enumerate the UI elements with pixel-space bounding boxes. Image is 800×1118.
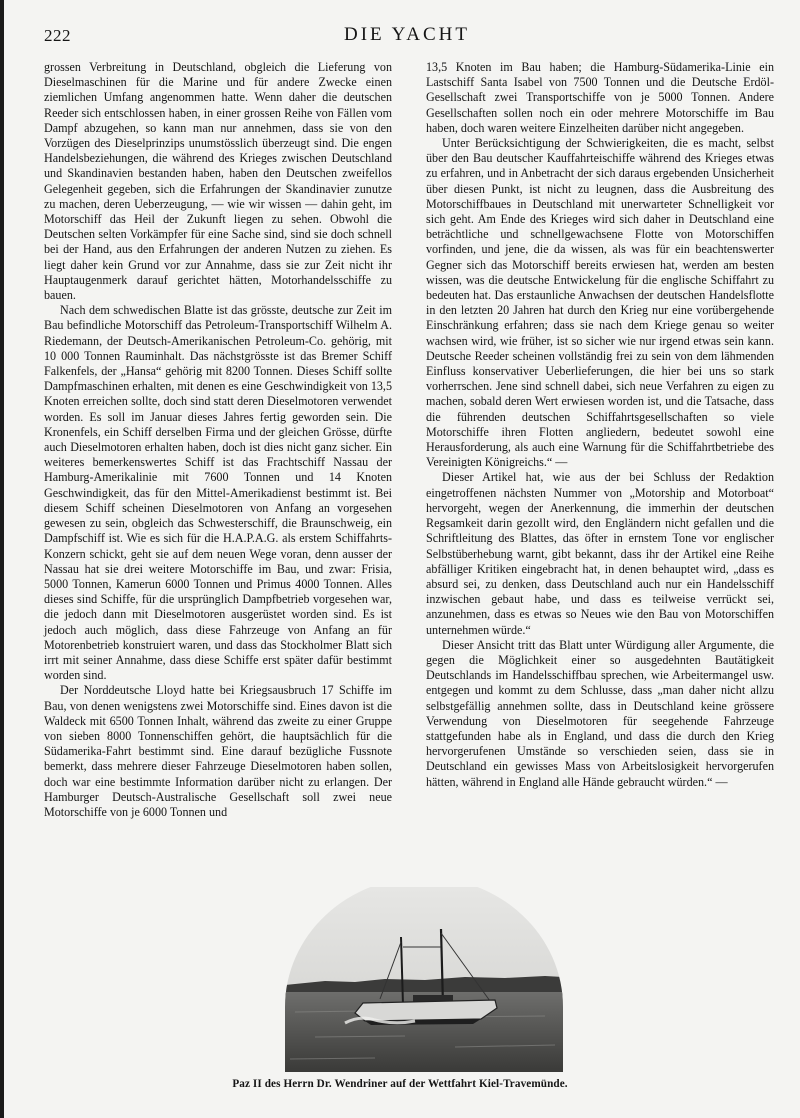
paragraph: Dieser Artikel hat, wie aus der bei Schluss der Redaktion eingetroffenen nächsten Nummer von „Motorship and Motorboat“ hervorgeht, wegen der Anerkennung, die immerhin der deutschen Regsamkeit darin gezollt wird, den Engländern nicht gefallen und die Schriftleitung des Blattes, das öfter in ernstem Tone vor englischer Selbstüberhebung warnt, gibt bekannt, dass ihr der Artikel eine Reihe abfälliger Kritiken eingebracht hat, in denen behauptet wird, „dass es absurd sei, zu denken, dass Deutschland auch nur ein Handelsschiff inzwischen gebaut habe, und dass es teilweise verrückt sei, anzunehmen, dass es etwas so Neues wie den Bau von Motorschiffen unternehmen würde.“ — [426, 470, 774, 637]
paragraph: Nach dem schwedischen Blatte ist das grösste, deutsche zur Zeit im Bau befindliche Motorschiff das Petroleum-Transportschiff Wilhelm A. Riedemann, der Deutsch-Amerikanischen Petroleum-Co. gehörig, mit 10 000 Tonnen Rauminhalt. Das nächstgrösste ist das Bremer Schiff Falkenfels, der „Hansa“ gehörig mit 8200 Tonnen. Dieses Schiff sollte Dampfmaschinen erhalten, mit denen es eine Geschwindigkeit von 13,5 Knoten erreichen sollte, doch sind statt deren Dieselmotoren verwendet worden. Es soll im Januar dieses Jahres fertig geworden sein. Die Kronenfels, ein Schiff derselben Firma und der gleichen Grösse, dürfte auch Dieselmotoren erhalten haben, doch ist dies nicht ganz sicher. Ein weiteres bemerkenswertes Schiff ist das Frachtschiff Nassau der Hamburg-Amerikalinie mit 7600 Tonnen und 14 Knoten Geschwindigkeit, das für den Mittel-Amerikadienst bestimmt ist. Bei diesem Schiff scheinen Dieselmotoren von Anfang an vorgesehen gewesen zu sein, obgleich das Schwesterschiff, die Braunschweig, ein Dampfschiff ist. Wie es sich für die H.A.P.A.G. als erstem Schiffahrts-Konzern schickt, geht sie auf dem neuen Wege voran, denn ausser der Nassau hat sie drei weitere Motorschiffe im Bau, und zwar: Frisia, 5000 Tonnen, Kamerun 6000 Tonnen und Primus 4000 Tonnen. Alles dieses sind Schiffe, für die ursprünglich Dampfbetrieb vorgesehen war, die jedoch dann mit Dieselmotoren ausgerüstet worden sind. Es ist jedoch auch möglich, dass diese Fahrzeuge von Anfang an für Motorenbetrieb konstruiert waren, und dass das Stockholmer Blatt sich irrt mit seiner Annahme, dass diese Schiffe erst später dafür bestimmt worden sind. — [44, 303, 392, 683]
page-number: 222 — [44, 26, 71, 45]
paragraph: Der Norddeutsche Lloyd hatte bei Kriegsausbruch 17 Schiffe im Bau, von denen wenigstens zwei Motorschiffe sind. Eines davon ist die Waldeck mit 6500 Tonnen Inhalt, während das zweite zu einer Gruppe von sieben 8000 Tonnenschiffen gehört, die hauptsächlich für die Südamerika-Fahrt bestimmt sind. Eine darauf bezügliche Fussnote bemerkt, dass mehrere dieser Fahrzeuge Dieselmotoren haben sollen, doch war eine bestimmte Information darüber nicht zu erlangen. Der Hamburger Deutsch-Australische Gesellschaft soll zwei neue Motorschiffe von je 6000 Tonnen und — [44, 683, 392, 819]
page-header — [44, 24, 770, 50]
paragraph: grossen Verbreitung in Deutschland, obgleich die Lieferung von Dieselmaschinen für die Marine und für andere Zwecke einen ziemlichen Umfang angenommen hatte. Wenn daher die deutschen Reeder sich entschlossen haben, in einer grossen Reihe von Fällen vom Dampf abzugehen, so kann man nur annehmen, dass sie von den Vorzügen des Dieselprinzips unumstösslich überzeugt sind. Die engen Handelsbeziehungen, die während des Krieges zwischen Deutschland und Skandinavien bestanden haben, haben den Deutschen zweifellos Gelegenheit gegeben, sich die Erfahrungen der Skandinavier zunutze zu machen, deren Ueberzeugung, — wie wir wissen — dahin geht, im Motorschiff das Heil der Zukunft liegen zu sehen. Obwohl die Deutschen selten Vorkämpfer für eine Sache sind, sind sie doch schnell bei der Hand, aus den Erfahrungen der anderen Nutzen zu ziehen. Es liegt daher kein Grund vor zur Annahme, dass sie zur Zeit nicht ihr Hauptaugenmerk darauf gerichtet hätten, Motorhandelsschiffe zu bauen. — [44, 60, 392, 303]
article-body — [44, 60, 774, 882]
journal-title: DIE YACHT — [343, 24, 471, 45]
paragraph: 13,5 Knoten im Bau haben; die Hamburg-Südamerika-Linie ein Lastschiff Santa Isabel von 7500 Tonnen und die Deutsche Erdöl-Gesellschaft zwei Transportschiffe von je 5000 Tonnen. Andere Gesellschaften sollen noch ein oder mehrere Motorschiffe im Bau haben, doch waren weitere Einzelheiten darüber nicht angegeben. — [426, 60, 774, 135]
paragraph: Dieser Ansicht tritt das Blatt unter Würdigung aller Argumente, die gegen die Möglichkeit einer so ausgedehnten Bautätigkeit Deutschlands im Handelsschiffbau sprechen, wie Arbeitermangel usw. entgegen und kommt zu dem Schlusse, dass „man daher nicht allzu selbstgefällig annehmen sollte, dass in Deutschland keine grössere Verwendung von Dieselmotoren für seegehende Fahrzeuge stattgefunden habe als in England, und dass die durch den Krieg hervorgerufenen Umstände so verschieden seien, dass sie in Deutschland ein gewisses Mass von Arbeitslosigkeit hervorgerufen hätten, während in England alle Hände gebraucht würden.“ — — [426, 637, 774, 789]
photo-caption: Paz II des Herrn Dr. Wendriner auf der Wettfahrt Kiel-Travemünde. — [232, 1078, 568, 1090]
right-column — [426, 60, 774, 882]
paragraph: Unter Berücksichtigung der Schwierigkeiten, die es macht, selbst über den Bau deutscher Kauffahrteischiffe während des Krieges etwas zu erfahren, und in Anbetracht der sich daraus ergebenden Unsicherheit über diesen Punkt, ist nicht zu leugnen, dass die Ausbreitung des Motorschiffbaues in Deutschland mit unerwarteter Schnelligkeit vor sich geht. Am Ende des Krieges wird sich daher in Deutschland eine beträchtliche und schnellgewachsene Flotte von Motorschiffen vorfinden, und jene, die da wissen, als was für ein beachtenswerter Gegner sich das Motorschiff bereits erwiesen hat, werden am besten wissen, was die deutsche Entwickelung für die englische Schiffahrt zu bedeuten hat. Das erstaunliche Anwachsen der deutschen Handelsflotte in den letzten 20 Jahren hat durch den Krieg nur eine vorübergehende Einschränkung erfahren; dass sie nach dem Kriege genau so weiter wachsen wird, wie früher, ist so sicher wie nur irgend etwas sein kann. Deutsche Reeder scheinen vollständig frei zu sein von dem lähmenden Einfluss konservativer Ueberlieferungen, die hier bei uns so stark vorherrschen. Jene sind schnell dabei, sich neue Verfahren zu eigen zu machen, sobald deren Wert erwiesen worden ist, und die Tatsache, dass die führenden deutschen Schiffahrtsgesellschaften so viele Motorschiffe ihren Flotten angliedern, bedeutet sowohl eine Herausforderung, als auch eine Warnung für die Schiffahrtbetriebe des Vereinigten Königreichs.“ — — [426, 136, 774, 470]
yacht-photo — [285, 887, 563, 1072]
left-column — [44, 60, 392, 882]
